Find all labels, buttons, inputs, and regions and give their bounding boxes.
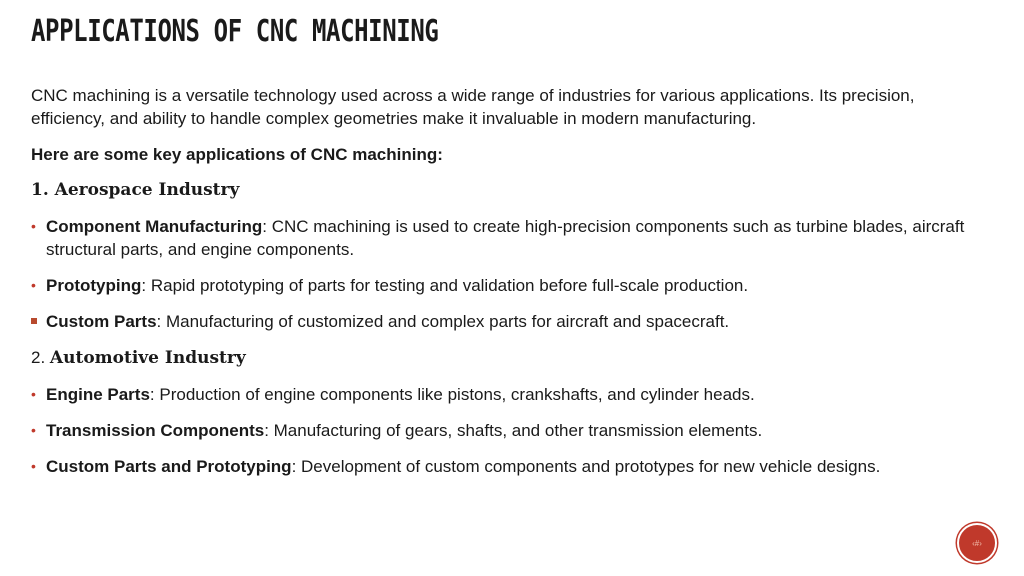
bullet-desc: : Production of engine components like pistons, crankshafts, and cylinder heads. — [149, 385, 755, 404]
bullet-square-icon — [31, 318, 37, 324]
bullet-item — [31, 310, 991, 333]
bullet-term: Custom Parts — [46, 312, 157, 331]
bullet-desc: : Manufacturing of customized and complex parts for aircraft and spacecraft. — [156, 312, 730, 331]
page-number-badge — [957, 523, 997, 563]
bullet-item — [31, 419, 991, 442]
bullet-desc: : Development of custom components and prototypes for new vehicle designs. — [291, 457, 881, 476]
bullet-desc: : Rapid prototyping of parts for testing and validation before full-scale production. — [141, 276, 749, 295]
bullet-term: Transmission Components — [46, 421, 265, 440]
section-heading-automotive — [31, 346, 991, 370]
lead-text: Here are some key applications of CNC machining: — [31, 145, 443, 164]
intro-paragraph: CNC machining is a versatile technology used across a wide range of industries for various applications. Its precision, efficiency, and ability to handle complex geometries make it invaluable in modern manufacturing. — [31, 86, 915, 128]
page-number: ‹#› — [972, 538, 982, 548]
section-heading-text: Automotive Industry — [49, 348, 246, 368]
bullet-term: Engine Parts — [46, 385, 150, 404]
bullet-dot-icon: • — [31, 422, 36, 438]
bullet-item — [31, 455, 991, 478]
bullet-desc: : Manufacturing of gears, shafts, and other transmission elements. — [264, 421, 763, 440]
bullet-term: Prototyping — [46, 276, 142, 295]
slide-body — [31, 84, 991, 491]
bullet-dot-icon: • — [31, 277, 36, 293]
section-heading-aerospace: 1. Aerospace Industry — [31, 180, 240, 200]
bullet-item — [31, 215, 991, 261]
section-number: 2. — [31, 348, 46, 367]
bullet-item — [31, 274, 991, 297]
bullet-term: Custom Parts and Prototyping — [46, 457, 292, 476]
slide-title: APPLICATIONS OF CNC MACHINING — [31, 14, 439, 49]
bullet-desc: : CNC machining is used to create high-precision components such as turbine blades, aircraft structural parts, and engine components. — [46, 217, 965, 259]
bullet-term: Component Manufacturing — [46, 217, 263, 236]
bullet-dot-icon: • — [31, 218, 36, 234]
bullet-dot-icon: • — [31, 386, 36, 402]
bullet-item — [31, 383, 991, 406]
bullet-dot-icon: • — [31, 458, 36, 474]
